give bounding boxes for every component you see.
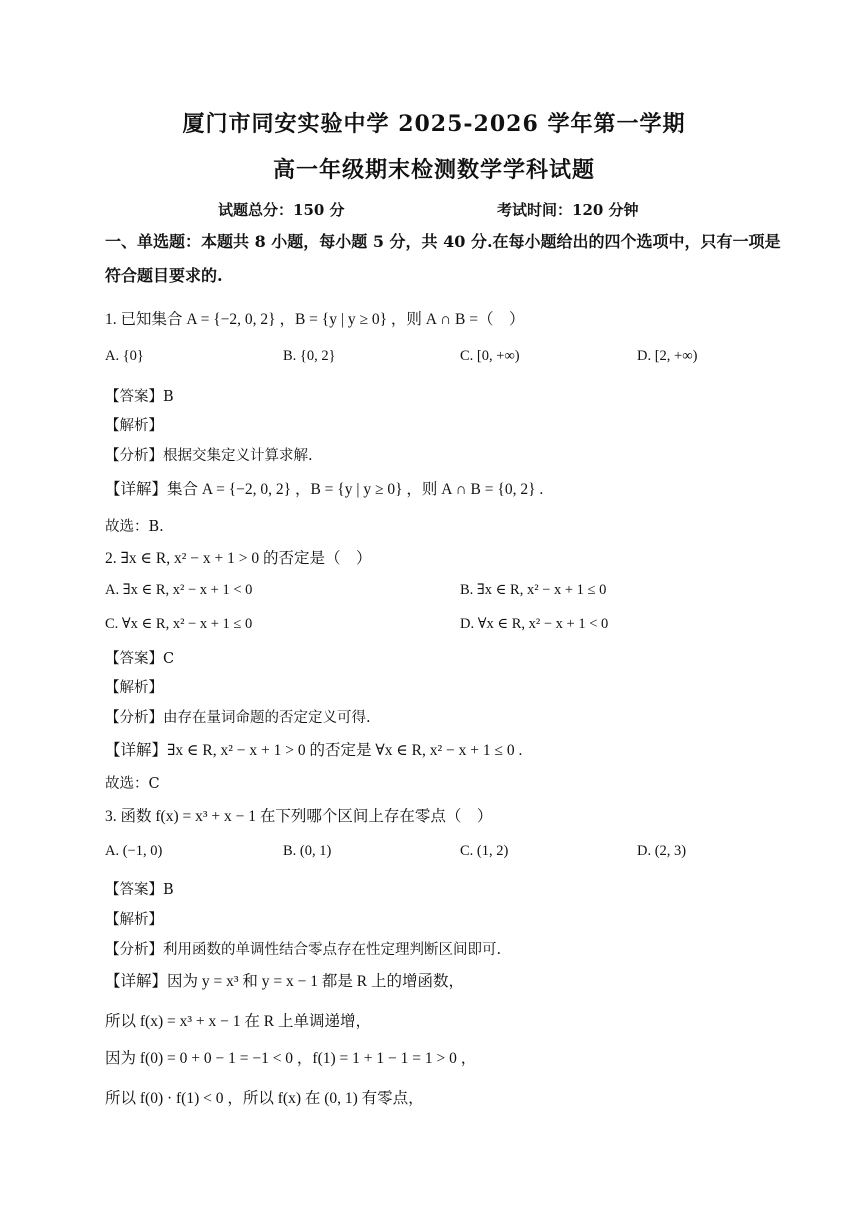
question-2-choice: 故选：C: [105, 776, 160, 792]
question-3-detail-line: 所以 f(0) · f(1) < 0 ，所以 f(x) 在 (0, 1) 有零点，: [105, 1090, 424, 1107]
question-2-detail: 【详解】∃x ∈ R, x² − x + 1 > 0 的否定是 ∀x ∈ R, x² − x + 1 ≤ 0 .: [105, 742, 523, 759]
question-1-answer: 【答案】B: [105, 389, 174, 405]
question-2-stem: 2. ∃x ∈ R, x² − x + 1 > 0 的否定是（ ）: [105, 550, 372, 567]
question-2-option-c: C. ∀x ∈ R, x² − x + 1 ≤ 0: [105, 616, 253, 632]
exam-title-line2: 高一年级期末检测数学学科试题: [272, 157, 595, 183]
question-1-detail: 【详解】集合 A = {−2, 0, 2} ，B = {y | y ≥ 0} ，则 A ∩ B = {0, 2} .: [105, 481, 544, 498]
question-1-analysis: 【分析】根据交集定义计算求解.: [105, 448, 313, 464]
total-score: 试题总分：150 分: [218, 201, 345, 219]
question-1-analysis-tag: 【解析】: [105, 418, 163, 434]
question-2-option-d: D. ∀x ∈ R, x² − x + 1 < 0: [460, 616, 609, 632]
question-2-analysis: 【分析】由存在量词命题的否定定义可得.: [105, 710, 371, 726]
question-3-detail-line: 因为 f(0) = 0 + 0 − 1 = −1 < 0 ，f(1) = 1 + 1 − 1 = 1 > 0 ，: [105, 1050, 477, 1067]
exam-title-line1: 厦门市同安实验中学 2025-2026 学年第一学期: [182, 111, 686, 137]
question-3-option-c: C. (1, 2): [460, 843, 509, 859]
question-1-stem: 1. 已知集合 A = {−2, 0, 2} ，B = {y | y ≥ 0} ，则 A ∩ B =（ ）: [105, 311, 525, 328]
question-3-detail-line: 【详解】因为 y = x³ 和 y = x − 1 都是 R 上的增函数，: [105, 973, 464, 990]
question-2-analysis-tag: 【解析】: [105, 680, 163, 696]
question-3-option-d: D. (2, 3): [637, 843, 687, 859]
question-2-option-b: B. ∃x ∈ R, x² − x + 1 ≤ 0: [460, 582, 607, 598]
question-3-option-a: A. (−1, 0): [105, 843, 163, 859]
section-heading: 一、单选题：本题共 8 小题，每小题 5 分，共 40 分.在每小题给出的四个选项中，只有一项是符合题目要求的.: [105, 232, 781, 285]
question-3-analysis-tag: 【解析】: [105, 912, 163, 928]
question-1-option-a: A. {0}: [105, 348, 144, 364]
question-1-choice: 故选：B.: [105, 519, 164, 535]
question-2-option-a: A. ∃x ∈ R, x² − x + 1 < 0: [105, 582, 253, 598]
question-3-stem: 3. 函数 f(x) = x³ + x − 1 在下列哪个区间上存在零点（ ）: [105, 808, 493, 825]
question-1-option-d: D. [2, +∞): [637, 348, 698, 364]
exam-time: 考试时间：120 分钟: [497, 201, 639, 219]
question-3-option-b: B. (0, 1): [283, 843, 332, 859]
question-2-answer: 【答案】C: [105, 651, 175, 667]
question-3-analysis: 【分析】利用函数的单调性结合零点存在性定理判断区间即可.: [105, 942, 502, 958]
question-1-option-b: B. {0, 2}: [283, 348, 336, 364]
question-3-answer: 【答案】B: [105, 882, 174, 898]
question-3-detail-line: 所以 f(x) = x³ + x − 1 在 R 上单调递增，: [105, 1013, 371, 1030]
question-1-option-c: C. [0, +∞): [460, 348, 520, 364]
